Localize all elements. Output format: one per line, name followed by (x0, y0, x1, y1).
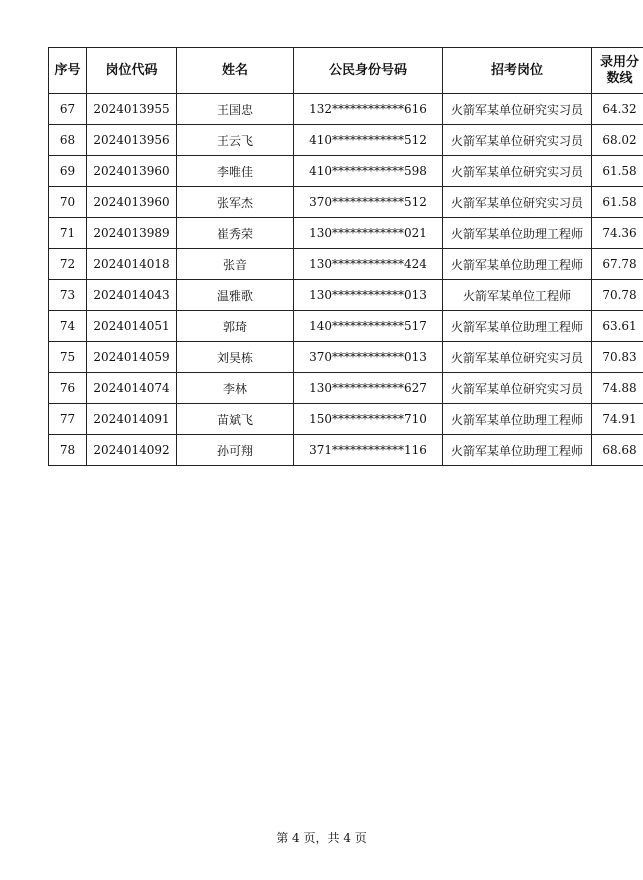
cell-name: 张军杰 (177, 187, 294, 218)
cell-post-code: 2024014051 (87, 311, 177, 342)
cell-position: 火箭军某单位研究实习员 (443, 125, 592, 156)
cell-score: 70.78 (592, 280, 643, 311)
cell-seq: 71 (49, 218, 87, 249)
header-name: 姓名 (177, 48, 294, 94)
cell-score: 67.78 (592, 249, 643, 280)
table-header-row (49, 48, 643, 94)
cell-post-code: 2024014043 (87, 280, 177, 311)
table-body (49, 94, 643, 466)
cell-score: 63.61 (592, 311, 643, 342)
cell-seq: 74 (49, 311, 87, 342)
cell-name: 李唯佳 (177, 156, 294, 187)
recruitment-table (48, 47, 643, 466)
cell-name: 苗斌飞 (177, 404, 294, 435)
cell-id-number: 410************598 (294, 156, 443, 187)
cell-post-code: 2024014018 (87, 249, 177, 280)
cell-name: 孙可翔 (177, 435, 294, 466)
cell-position: 火箭军某单位研究实习员 (443, 342, 592, 373)
header-score-label: 录用分数线 (599, 54, 639, 86)
cell-position: 火箭军某单位研究实习员 (443, 156, 592, 187)
header-score (592, 48, 643, 94)
cell-name: 王国忠 (177, 94, 294, 125)
cell-id-number: 130************013 (294, 280, 443, 311)
cell-position: 火箭军某单位助理工程师 (443, 435, 592, 466)
table-row (49, 342, 643, 373)
cell-name: 崔秀荣 (177, 218, 294, 249)
table-row (49, 435, 643, 466)
cell-seq: 67 (49, 94, 87, 125)
cell-post-code: 2024014074 (87, 373, 177, 404)
cell-name: 温雅歌 (177, 280, 294, 311)
cell-post-code: 2024014059 (87, 342, 177, 373)
cell-seq: 70 (49, 187, 87, 218)
cell-name: 张音 (177, 249, 294, 280)
table-row (49, 373, 643, 404)
cell-score: 74.91 (592, 404, 643, 435)
cell-id-number: 140************517 (294, 311, 443, 342)
cell-seq: 77 (49, 404, 87, 435)
cell-id-number: 150************710 (294, 404, 443, 435)
cell-position: 火箭军某单位助理工程师 (443, 249, 592, 280)
table-row (49, 249, 643, 280)
cell-post-code: 2024013989 (87, 218, 177, 249)
cell-post-code: 2024013960 (87, 156, 177, 187)
cell-score: 74.36 (592, 218, 643, 249)
cell-seq: 75 (49, 342, 87, 373)
cell-id-number: 371************116 (294, 435, 443, 466)
cell-id-number: 130************424 (294, 249, 443, 280)
table-row (49, 404, 643, 435)
cell-post-code: 2024014092 (87, 435, 177, 466)
table-row (49, 280, 643, 311)
cell-position: 火箭军某单位助理工程师 (443, 218, 592, 249)
table-row (49, 156, 643, 187)
cell-score: 74.88 (592, 373, 643, 404)
cell-name: 郭琦 (177, 311, 294, 342)
cell-name: 李林 (177, 373, 294, 404)
header-post-code: 岗位代码 (87, 48, 177, 94)
cell-position: 火箭军某单位研究实习员 (443, 94, 592, 125)
cell-score: 61.58 (592, 187, 643, 218)
cell-id-number: 130************627 (294, 373, 443, 404)
cell-score: 68.02 (592, 125, 643, 156)
cell-post-code: 2024014091 (87, 404, 177, 435)
cell-id-number: 132************616 (294, 94, 443, 125)
cell-id-number: 370************013 (294, 342, 443, 373)
cell-seq: 68 (49, 125, 87, 156)
cell-score: 64.32 (592, 94, 643, 125)
cell-id-number: 130************021 (294, 218, 443, 249)
cell-score: 68.68 (592, 435, 643, 466)
page-footer: 第 4 页，共 4 页 (276, 831, 367, 845)
cell-post-code: 2024013956 (87, 125, 177, 156)
cell-name: 王云飞 (177, 125, 294, 156)
cell-position: 火箭军某单位研究实习员 (443, 187, 592, 218)
cell-position: 火箭军某单位研究实习员 (443, 373, 592, 404)
table-row (49, 187, 643, 218)
cell-position: 火箭军某单位工程师 (443, 280, 592, 311)
table-row (49, 125, 643, 156)
cell-seq: 73 (49, 280, 87, 311)
cell-id-number: 370************512 (294, 187, 443, 218)
cell-id-number: 410************512 (294, 125, 443, 156)
table-row (49, 94, 643, 125)
cell-seq: 69 (49, 156, 87, 187)
header-position: 招考岗位 (443, 48, 592, 94)
table-row (49, 311, 643, 342)
table-row (49, 218, 643, 249)
cell-seq: 78 (49, 435, 87, 466)
cell-post-code: 2024013955 (87, 94, 177, 125)
header-id-number: 公民身份号码 (294, 48, 443, 94)
cell-seq: 72 (49, 249, 87, 280)
cell-name: 刘昊栋 (177, 342, 294, 373)
cell-post-code: 2024013960 (87, 187, 177, 218)
cell-position: 火箭军某单位助理工程师 (443, 311, 592, 342)
cell-score: 70.83 (592, 342, 643, 373)
cell-score: 61.58 (592, 156, 643, 187)
header-seq: 序号 (49, 48, 87, 94)
cell-seq: 76 (49, 373, 87, 404)
cell-position: 火箭军某单位助理工程师 (443, 404, 592, 435)
